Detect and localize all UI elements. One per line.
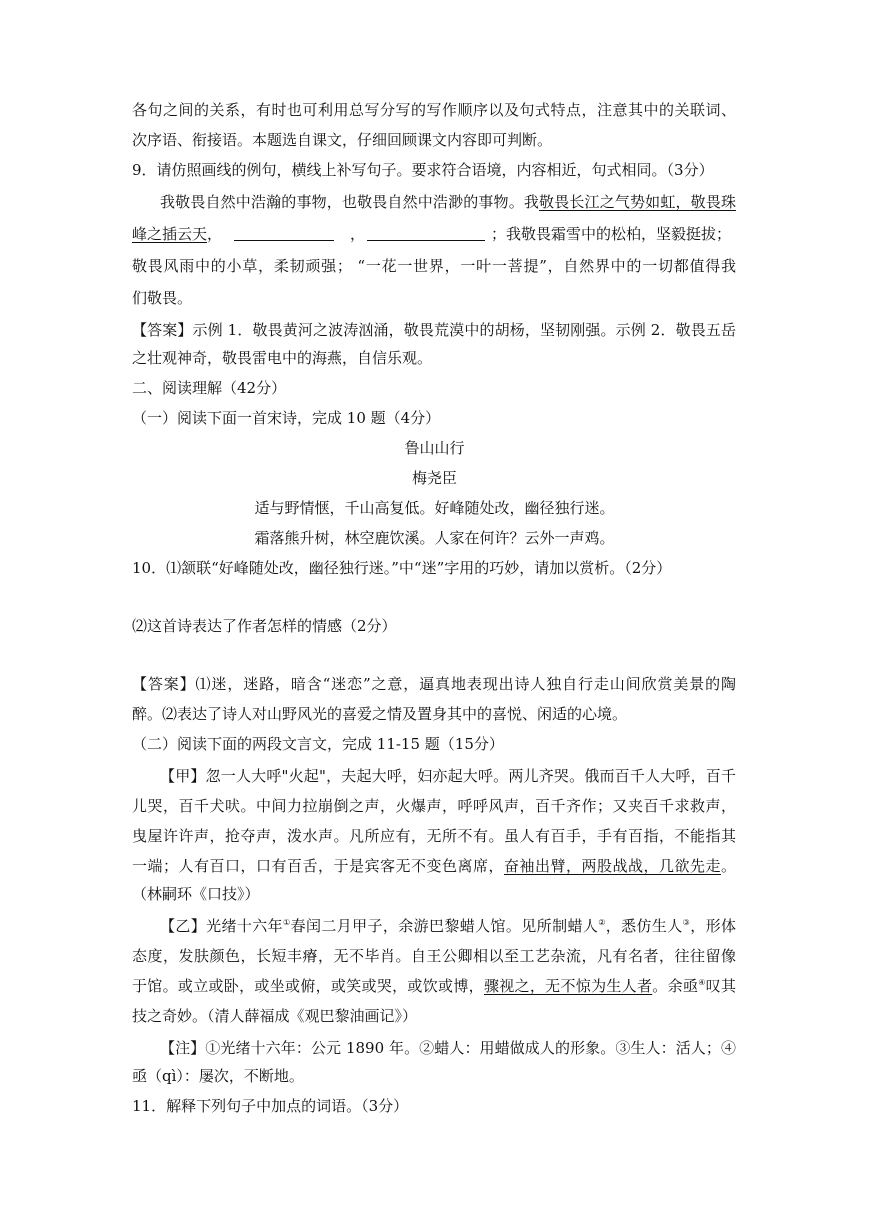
notes-line-2: 亟（qì）：屡次，不断地。	[132, 1067, 304, 1085]
q10-answer-line-1: 【答案】⑴迷，迷路，暗含“迷恋”之意，逼真地表现出诗人独自行走山间欣赏美景的陶	[132, 675, 736, 693]
passage-yi-line-1	[160, 916, 736, 936]
answer-blank-2[interactable]	[367, 226, 485, 241]
intro-line-2: 次序语、衔接语。本题选自课文，仔细回顾课文内容即可判断。	[132, 131, 553, 149]
passage-jia-line-3: 曳屋许许声，抢夺声，泼水声。凡所应有，无所不有。虽人有百手，手有百指，不能指其	[132, 827, 736, 845]
q9-passage-text: ；我敬畏霜雪中的松柏，坚毅挺拔；	[491, 225, 732, 243]
passage-text: 一端；人有百口，口有百舌，于是宾客无不变色离席，	[132, 857, 504, 875]
poem-line-1: 适与野情惬，千山高复低。好峰随处改，幽径独行迷。	[254, 499, 615, 517]
question-9-stem: 9．请仿照画线的例句，横线上补写句子。要求符合语境，内容相近，句式相同。（3分）	[132, 161, 714, 179]
comma: ，	[350, 225, 366, 243]
passage-jia-line-1: 【甲】忽一人大呼"火起"，夫起大呼，妇亦起大呼。两儿齐哭。俄而百千人大呼，百千	[160, 767, 736, 785]
passage-text: 【乙】光绪十六年	[160, 917, 284, 935]
footnote-marker: ②	[598, 918, 606, 927]
q9-passage-text: 我敬畏自然中浩瀚的事物，也敬畏自然中浩渺的事物。我	[160, 193, 540, 211]
passage-text: ，形体	[690, 917, 736, 935]
footnote-marker: ③	[682, 918, 691, 927]
q9-passage-line-2	[132, 224, 731, 244]
underlined-example: 敬畏长江之气势如虹，敬畏珠	[539, 193, 736, 211]
section-2-heading: 二、阅读理解（42分）	[132, 379, 287, 397]
question-10-part-1: 10．⑴颔联“好峰随处改，幽径独行迷。”中“迷”字用的巧妙，请加以赏析。（2分）	[132, 559, 672, 577]
footnote-marker: ①	[283, 918, 291, 927]
period: 。	[720, 857, 736, 875]
part-2-title: （二）阅读下面的两段文言文，完成 11-15 题（15分）	[132, 735, 504, 753]
passage-text: 于馆。或立或卧，或坐或俯，或笑或哭，或饮或博，	[132, 977, 484, 995]
passage-text: 叹其	[705, 977, 736, 995]
comma: ，	[207, 225, 223, 243]
underlined-sentence: 骤视之，无不惊为生人者	[483, 977, 653, 995]
passage-jia-source: （林嗣环《口技》）	[132, 885, 260, 903]
question-10-part-2: ⑵这首诗表达了作者怎样的情感（2分）	[132, 617, 397, 635]
answer-blank-1[interactable]	[234, 226, 334, 241]
passage-text: 春闰二月甲子，余游巴黎蜡人馆。见所制蜡人	[290, 917, 599, 935]
q10-answer-line-2: 醉。⑵表达了诗人对山野风光的喜爱之情及置身其中的喜悦、闲适的心境。	[132, 705, 628, 723]
passage-text: ，悉仿生人	[605, 917, 683, 935]
passage-jia-line-4	[132, 856, 736, 876]
passage-yi-line-3	[132, 976, 736, 996]
part-1-title: （一）阅读下面一首宋诗，完成 10 题（4分）	[132, 409, 441, 427]
question-11-stem: 11．解释下列句子中加点的词语。（3分）	[132, 1097, 409, 1115]
underlined-example-end: 峰之插云天	[132, 225, 208, 243]
poem-line-2: 霜落熊升树，林空鹿饮溪。人家在何许？云外一声鸡。	[254, 529, 615, 547]
passage-jia-line-2: 儿哭，百千犬吠。中间力拉崩倒之声，火爆声，呼呼风声，百千齐作；又夹百千求救声，	[132, 797, 736, 815]
passage-yi-line-4: 技之奇妙。（清人薛福成《观巴黎油画记》）	[132, 1007, 418, 1025]
poem-title: 鲁山山行	[404, 439, 465, 457]
footnote-marker: ④	[698, 978, 706, 987]
q9-answer-line-2: 之壮观神奇，敬畏雷电中的海燕，自信乐观。	[132, 349, 433, 367]
q9-passage-line-4: 们敬畏。	[132, 289, 193, 307]
intro-line-1: 各句之间的关系，有时也可利用总写分写的写作顺序以及句式特点，注意其中的关联词、	[132, 101, 736, 119]
notes-line-1: 【注】①光绪十六年：公元 1890 年。②蜡人：用蜡做成人的形象。③生人：活人；④	[160, 1039, 736, 1057]
q9-passage-line-1	[160, 192, 736, 212]
passage-yi-line-2: 态度，发肤颜色，长短丰瘠，无不毕肖。自王公卿相以至工艺杂流，凡有名者，往往留像	[132, 947, 736, 965]
underlined-sentence: 奋袖出臂，两股战战，几欲先走	[503, 857, 721, 875]
q9-answer-line-1: 【答案】示例 1．敬畏黄河之波涛汹涌，敬畏荒漠中的胡杨，坚韧刚强。示例 2．敬畏五岳	[132, 321, 736, 339]
q9-passage-line-3: 敬畏风雨中的小草，柔韧顽强； “一花一世界，一叶一菩提”，自然界中的一切都值得我	[132, 257, 736, 275]
poem-author: 梅尧臣	[411, 469, 457, 487]
passage-text: 。余亟	[652, 977, 699, 995]
